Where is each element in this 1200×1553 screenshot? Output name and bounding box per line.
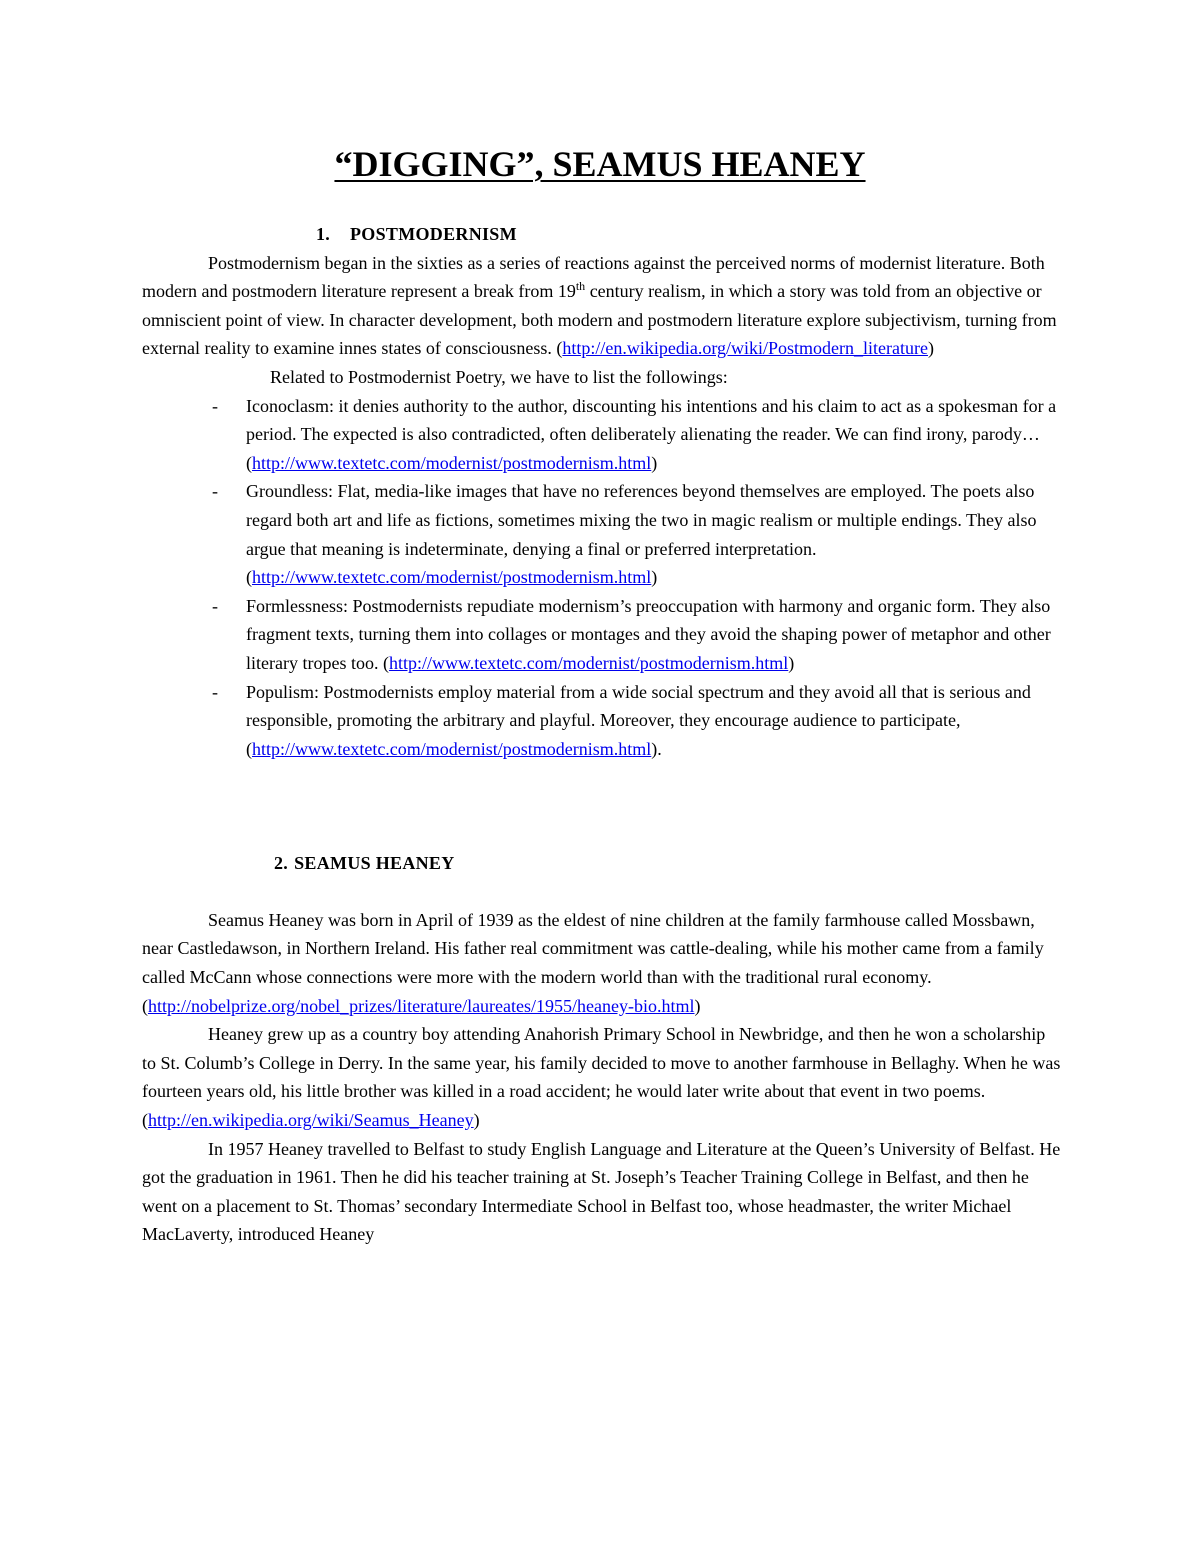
heaney-text-2: Heaney grew up as a country boy attending Anahorish Primary School in Newbridge, and then he won a scholarship to St. Columb’s College in Derry. In the same year, his family decided to move to another farmhouse in Bellaghy. When he was fourteen years old, his little brother was killed in a road accident; he would later write about that event in two poems. xyxy=(142,1024,1061,1102)
list-item xyxy=(212,392,1062,478)
section-1-heading xyxy=(142,220,1062,249)
bullet-text: Iconoclasm: it denies authority to the author, discounting his intentions and his claim to act as a spokesman for a period. The expected is also contradicted, often deliberately alienating the reader. We can find irony, parody… ( xyxy=(246,395,1057,473)
superscript-th: th xyxy=(575,279,586,294)
bullet-close: ) xyxy=(651,452,658,473)
heaney-paragraph-1 xyxy=(142,906,1062,1020)
postmodernism-bullet-list xyxy=(142,392,1062,764)
bullet-dash: - xyxy=(212,681,218,702)
section-2-number: 2. xyxy=(274,853,289,874)
postmodernism-paragraph xyxy=(142,249,1062,363)
bullet-dash: - xyxy=(212,481,218,502)
postmodernism-text-part1: Postmodernism began in the sixties as a series of reactions against the perceived norms of modernist literature. Both modern and postmodern literature represent a break from 19 xyxy=(142,252,1045,302)
section-1-number: 1. xyxy=(316,224,331,244)
bullet-dash: - xyxy=(212,595,218,616)
postmodernism-text-part2: century realism, in which a story was told from an objective or omniscient point of view. In character development, both modern and postmodern literature explore subjectivism, turning from external reality to examine innes states of consciousness. ( xyxy=(142,281,1057,359)
bullet-text: Populism: Postmodernists employ material from a wide social spectrum and they avoid all that is serious and responsible, promoting the arbitrary and playful. Moreover, they encourage audience to participate, ( xyxy=(246,681,1031,759)
section-2-heading xyxy=(142,849,1062,878)
list-item xyxy=(212,477,1062,591)
wikipedia-heaney-link[interactable]: http://en.wikipedia.org/wiki/Seamus_Heaney xyxy=(148,1110,474,1131)
link-close: ) xyxy=(694,995,701,1016)
textetc-link[interactable]: http://www.textetc.com/modernist/postmodernism.html xyxy=(252,738,652,759)
postmodernism-close: ) xyxy=(927,338,934,359)
bullet-close: ). xyxy=(651,738,662,759)
textetc-link[interactable]: http://www.textetc.com/modernist/postmodernism.html xyxy=(252,452,652,473)
bullet-dash: - xyxy=(212,395,218,416)
section-2-title: SEAMUS HEANEY xyxy=(294,853,455,874)
heaney-paragraph-2 xyxy=(142,1020,1062,1134)
textetc-link[interactable]: http://www.textetc.com/modernist/postmodernism.html xyxy=(252,567,652,588)
heaney-text-1: Seamus Heaney was born in April of 1939 as the eldest of nine children at the family farmhouse called Mossbawn, near Castledawson, in Northern Ireland. His father real commitment was cattle-dealing, while his mother came from a family called McCann whose connections were more with the modern world than with the traditional rural economy. xyxy=(142,909,1044,988)
list-item xyxy=(212,592,1062,678)
related-intro: Related to Postmodernist Poetry, we have to list the followings: xyxy=(270,366,728,387)
textetc-link[interactable]: http://www.textetc.com/modernist/postmodernism.html xyxy=(388,652,789,673)
nobelprize-link[interactable]: http://nobelprize.org/nobel_prizes/literature/laureates/1955/heaney-bio.html xyxy=(148,995,695,1016)
bullet-close: ) xyxy=(788,652,795,673)
bullet-close: ) xyxy=(651,567,658,588)
list-item xyxy=(212,678,1062,764)
link-close: ) xyxy=(473,1110,480,1131)
document-title: “DIGGING”, SEAMUS HEANEY xyxy=(334,144,866,184)
wikipedia-postmodern-link[interactable]: http://en.wikipedia.org/wiki/Postmodern_literature xyxy=(562,338,928,359)
document-body xyxy=(142,220,1062,1249)
heaney-text-3: In 1957 Heaney travelled to Belfast to study English Language and Literature at the Queen’s University of Belfast. He got the graduation in 1961. Then he did his teacher training at St. Joseph’s Teacher Training College in Belfast, and then he went on a placement to St. Thomas’ secondary Intermediate School in Belfast too, whose headmaster, the writer Michael MacLaverty, introduced Heaney xyxy=(142,1138,1061,1245)
heaney-paragraph-3 xyxy=(142,1135,1062,1249)
link-open: ( xyxy=(142,1110,148,1131)
bullet-text: Formlessness: Postmodernists repudiate modernism’s preoccupation with harmony and organic form. They also fragment texts, turning them into collages or montages and they avoid the shaping power of metaphor and other literary tropes too. ( xyxy=(246,595,1051,673)
link-open: ( xyxy=(142,995,148,1016)
bullet-text: Groundless: Flat, media-like images that have no references beyond themselves are employed. The poets also regard both art and life as fictions, sometimes mixing the two in magic realism or multiple endings. They also argue that meaning is indeterminate, denying a final or preferred interpretation. ( xyxy=(246,481,1037,588)
section-1-title: POSTMODERNISM xyxy=(350,224,517,244)
